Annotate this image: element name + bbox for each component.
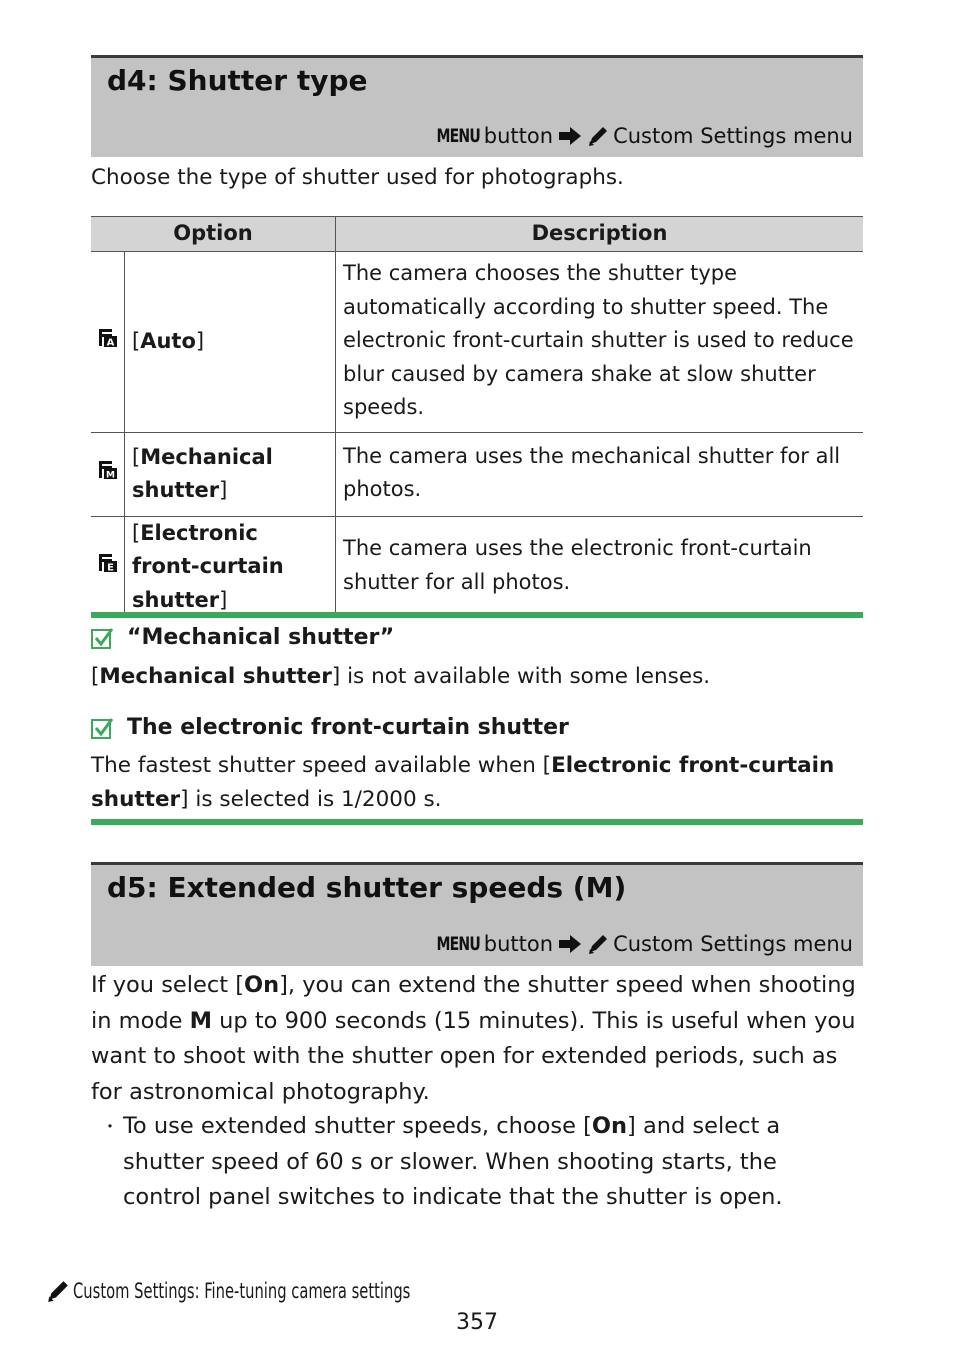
menu-button-label: MENU <box>436 933 480 955</box>
note-text-part: ] is selected is 1/2000 s. <box>180 787 442 812</box>
bracket: ] <box>219 478 228 502</box>
d5-body <box>91 968 866 1110</box>
bullet-part: To use extended shutter speeds, choose [ <box>123 1113 592 1139</box>
description-text: The camera chooses the shutter type automatically according to shutter speed. The electronic front-curtain shutter is used to reduce blur caused by camera shake at slow shutter speeds. <box>343 261 854 419</box>
note-text <box>91 749 863 817</box>
note-bottom-rule <box>91 819 863 825</box>
option-cell <box>125 252 336 433</box>
footer-link[interactable] <box>46 1279 506 1303</box>
table-row <box>91 516 863 618</box>
footer-text: Custom Settings: Fine-tuning camera settings <box>73 1279 411 1303</box>
mechanical-shutter-icon <box>98 460 118 480</box>
note-text-bold: Electronic front-curtain shutter <box>91 753 835 812</box>
d5-bullet <box>123 1109 843 1216</box>
auto-shutter-icon <box>98 328 118 348</box>
bullet-dot: ・ <box>101 1117 119 1138</box>
option-name: Mechanical shutter <box>132 444 273 502</box>
menu-button-label: MENU <box>436 125 480 147</box>
bracket: ] <box>195 329 205 353</box>
options-table <box>91 216 863 618</box>
menu-path <box>427 124 853 148</box>
electronic-shutter-icon <box>98 553 118 573</box>
description-cell <box>336 516 864 618</box>
description-cell <box>336 432 864 516</box>
note-top-rule <box>91 612 863 618</box>
bullet-bold: On <box>591 1113 628 1139</box>
d4-intro: Choose the type of shutter used for photographs. <box>91 165 624 190</box>
check-icon <box>91 627 113 649</box>
description-text: The camera uses the electronic front-curtain shutter for all photos. <box>343 536 812 594</box>
bracket: [ <box>132 444 141 469</box>
row-icon-cell <box>91 252 125 433</box>
section-title: d5: Extended shutter speeds (M) <box>107 871 627 904</box>
note-heading <box>91 625 394 650</box>
note-title: The electronic front-curtain shutter <box>127 715 569 740</box>
body-bold: M <box>189 1007 213 1034</box>
header-description: Description <box>336 217 864 252</box>
button-word: button <box>483 124 554 148</box>
menu-name: Custom Settings menu <box>613 124 853 148</box>
table-row <box>91 432 863 516</box>
row-icon-cell <box>91 432 125 516</box>
svg-text:A: A <box>106 337 114 348</box>
row-icon-cell <box>91 516 125 618</box>
note-text-part: [ <box>91 664 100 689</box>
check-icon <box>91 717 113 739</box>
header-option: Option <box>91 217 336 252</box>
menu-name: Custom Settings menu <box>613 932 853 956</box>
note-text-part: ] is not available with some lenses. <box>331 664 711 689</box>
note-heading <box>91 715 569 740</box>
description-text: The camera uses the mechanical shutter for all photos. <box>343 443 841 501</box>
note-text-part: The fastest shutter speed available when [ <box>91 753 552 778</box>
section-title: d4: Shutter type <box>107 64 368 97</box>
body-part: up to 900 seconds (15 minutes). This is useful when you want to shoot with the shutter open for extended periods, such as for astronomical photography. <box>91 1007 856 1105</box>
arrow-right-icon <box>559 127 581 145</box>
menu-path <box>427 932 853 956</box>
pencil-icon <box>587 933 609 955</box>
option-cell <box>125 516 336 618</box>
bracket: [ <box>132 329 141 353</box>
body-bold: On <box>244 972 280 998</box>
note-text-bold: Mechanical shutter <box>99 664 332 689</box>
table-header-row <box>91 217 863 252</box>
pencil-icon <box>46 1279 70 1303</box>
button-word: button <box>483 932 554 956</box>
note-title: “Mechanical shutter” <box>127 625 395 650</box>
page-number: 357 <box>456 1310 498 1335</box>
arrow-right-icon <box>559 935 581 953</box>
note-text <box>91 659 710 694</box>
d5-header <box>91 862 863 966</box>
pencil-icon <box>587 125 609 147</box>
option-cell <box>125 432 336 516</box>
svg-text:M: M <box>105 470 115 481</box>
svg-text:E: E <box>106 562 114 573</box>
table-row <box>91 252 863 433</box>
body-part: If you select [ <box>91 972 244 998</box>
d4-header <box>91 55 863 157</box>
bullet-part: ] and select a shutter speed of 60 s or slower. When shooting starts, the control panel switches to indicate that the shutter is open. <box>123 1113 783 1210</box>
option-name: Auto <box>140 329 196 353</box>
option-name: Electronic front-curtain shutter <box>132 520 284 612</box>
description-cell <box>336 252 864 433</box>
bracket: [ <box>132 520 141 545</box>
bracket: ] <box>219 587 228 612</box>
body-part: ], you can extend the shutter speed when shooting in mode <box>91 972 856 1034</box>
